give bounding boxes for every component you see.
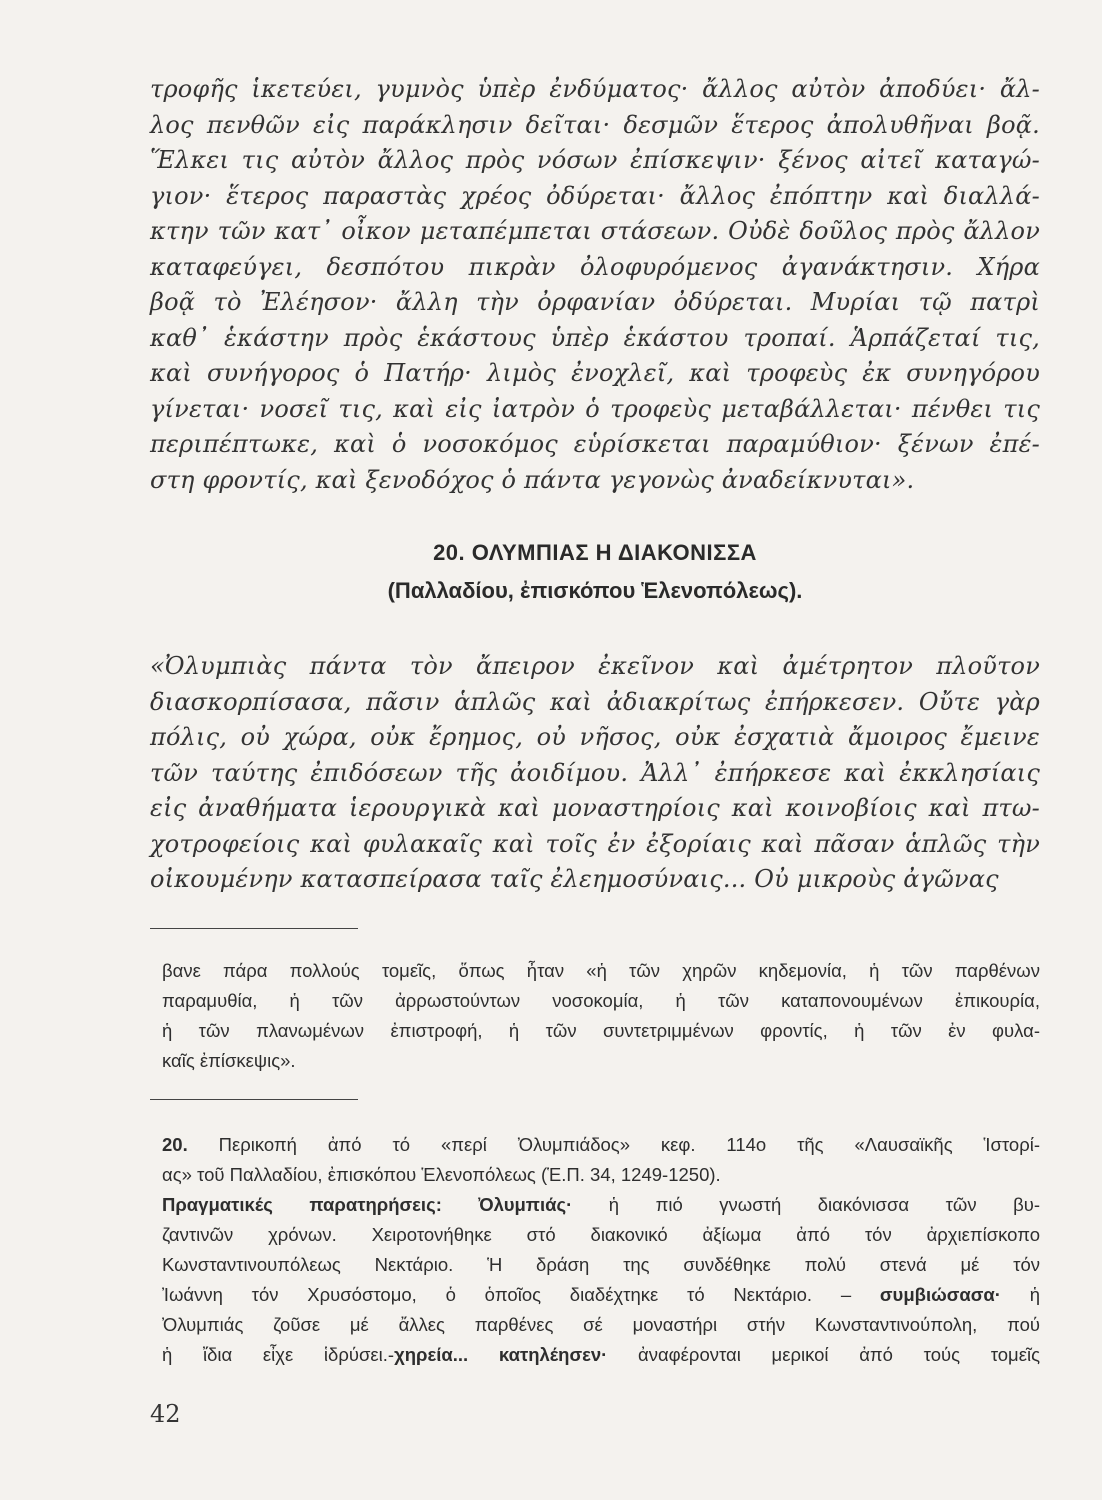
text-line: πόλις, οὐ χώρα, οὐκ ἔρημος, οὐ νῆσος, οὐκ ἐσχατιὰ ἄμοιρος ἔμεινε: [150, 723, 1040, 751]
page-number: 42: [150, 1400, 181, 1428]
text-line: διασκορπίσασα, πᾶσιν ἁπλῶς καὶ ἀδιακρίτως ἐπήρκεσεν. Οὔτε γὰρ: [150, 687, 1040, 716]
footnote-line: ζαντινῶν χρόνων. Χειροτονήθηκε στό διακονικό ἀξίωμα ἀπό τόν ἀρχιεπίσκοπο: [162, 1224, 1040, 1245]
text-line: καῖς ἐπίσκεψις».: [162, 1050, 296, 1071]
text-line: «Ὀλυμπιὰς πάντα τὸν ἄπειρον ἐκεῖνον καὶ ἀμέτρητον πλοῦτον: [150, 652, 1040, 680]
footnote-separator-2: [150, 1099, 358, 1100]
footnote-separator-1: [150, 928, 358, 929]
text-line: καταφεύγει, δεσπότου πικρὰν ὀλοφυρόμενος ἀγανάκτησιν. Χήρα: [150, 252, 1040, 281]
text-line: γιον· ἕτερος παραστὰς χρέος ὀδύρεται· ἄλλος ἐπόπτην καὶ διαλλά-: [150, 181, 1040, 210]
remarks-label: Πραγματικές παρατηρήσεις:: [162, 1194, 442, 1215]
footnote-line: Περικοπή ἀπό τό «περί Ὀλυμπιάδος» κεφ. 114ο τῆς «Λαυσαϊκῆς Ἱστορί-: [218, 1134, 1040, 1155]
text-line: Ἕλκει τις αὐτὸν ἄλλος πρὸς νόσων ἐπίσκεψιν· ξένος αἰτεῖ καταγώ-: [150, 146, 1040, 174]
text-line: στη φροντίς, καὶ ξενοδόχος ὁ πάντα γεγονὼς ἀναδείκνυται».: [150, 465, 915, 494]
footnote-line: Ὀλυμπιάς ζοῦσε μέ ἄλλες παρθένες σέ μοναστήρι στήν Κωνσταντινούπολη, πού: [162, 1314, 1040, 1335]
text-line: καὶ συνήγορος ὁ Πατήρ· λιμὸς ἐνοχλεῖ, καὶ τροφεὺς ἐκ συνηγόρου: [150, 359, 1040, 387]
footnote-line: ας» τοῦ Παλλαδίου, ἐπισκόπου Ἑλενοπόλεως (Ἑ.Π. 34, 1249-1250).: [162, 1164, 721, 1185]
footnote-line: ἀναφέρονται μερικοί ἀπό τούς τομεῖς: [638, 1344, 1040, 1365]
footnote-20: [162, 1130, 1040, 1370]
text-line: καθ᾽ ἑκάστην πρὸς ἑκάστους ὑπὲρ ἑκάστου τροπαί. Ἁρπάζεταί τις,: [150, 323, 1040, 352]
text-line: παραμυθία, ἡ τῶν ἀρρωστούντων νοσοκομία, ἡ τῶν καταπονουμένων ἐπικουρία,: [162, 990, 1040, 1011]
main-text-paragraph-1: [150, 72, 1040, 498]
footnote-line: Κωνσταντινουπόλεως Νεκτάριο. Ἡ δράση της συνδέθηκε πολύ στενά μέ τόν: [162, 1254, 1040, 1275]
footnote-line: ἡ ἴδια εἶχε ἱδρύσει.-: [162, 1344, 395, 1365]
section-title: 20. ΟΛΥΜΠΙΑΣ Η ΔΙΑΚΟΝΙΣΣΑ: [433, 540, 757, 565]
footnote-line: Ἰωάννη τόν Χρυσόστομο, ὁ ὁποῖος διαδέχτηκε τό Νεκτάριο. –: [162, 1284, 852, 1305]
text-line: χοτροφείοις καὶ φυλακαῖς καὶ τοῖς ἐν ἐξορίαις καὶ πᾶσαν ἁπλῶς τὴν: [150, 829, 1040, 858]
text-line: ἡ τῶν πλανωμένων ἐπιστροφή, ἡ τῶν συντετριμμένων φροντίς, ἡ τῶν ἐν φυλα-: [162, 1020, 1040, 1041]
text-line: οἰκουμένην κατασπείρασα ταῖς ἐλεημοσύναις... Οὐ μικροὺς ἀγῶνας: [150, 865, 999, 893]
footnote-line: ἡ: [1029, 1284, 1041, 1305]
chreia-label: χηρεία... κατηλέησεν·: [394, 1344, 608, 1365]
footnote-number: 20.: [162, 1134, 188, 1155]
text-line: γίνεται· νοσεῖ τις, καὶ εἰς ἰατρὸν ὁ τροφεὺς μεταβάλλεται· πένθει τις: [150, 394, 1040, 423]
text-line: λος πενθῶν εἰς παράκλησιν δεῖται· δεσμῶν ἕτερος ἀπολυθῆναι βοᾷ.: [150, 110, 1040, 139]
olympias-label: Ὀλυμπιάς·: [478, 1194, 573, 1215]
text-line: εἰς ἀναθήματα ἱερουργικὰ καὶ μοναστηρίοις καὶ κοινοβίοις καὶ πτω-: [150, 794, 1040, 822]
text-line: βανε πάρα πολλούς τομεῖς, ὅπως ἦταν «ἡ τῶν χηρῶν κηδεμονία, ἡ τῶν παρθένων: [162, 960, 1040, 981]
text-line: κτην τῶν κατ᾽ οἶκον μεταπέμπεται στάσεων. Οὐδὲ δοῦλος πρὸς ἄλλον: [150, 217, 1040, 245]
text-line: τροφῆς ἱκετεύει, γυμνὸς ὑπὲρ ἐνδύματος· ἄλλος αὐτὸν ἀποδύει· ἄλ-: [150, 75, 1040, 103]
section-subtitle: (Παλλαδίου, ἐπισκόπου Ἑλενοπόλεως).: [387, 578, 803, 603]
footnote-line: ἡ πιό γνωστή διακόνισσα τῶν βυ-: [608, 1194, 1041, 1215]
text-line: βοᾷ τὸ Ἐλέησον· ἄλλη τὴν ὀρφανίαν ὀδύρεται. Μυρίαι τῷ πατρὶ: [150, 288, 1040, 316]
symbiosasa-label: συμβιώσασα·: [879, 1284, 1001, 1305]
text-line: τῶν ταύτης ἐπιδόσεων τῆς ἀοιδίμου. Ἀλλ᾽ ἐπήρκεσε καὶ ἐκκλησίαις: [150, 758, 1040, 787]
footnote-continuation: [162, 956, 1040, 1076]
text-line: περιπέπτωκε, καὶ ὁ νοσοκόμος εὑρίσκεται παραμύθιον· ξένων ἐπέ-: [150, 430, 1040, 458]
main-text-paragraph-2: [150, 649, 1040, 898]
